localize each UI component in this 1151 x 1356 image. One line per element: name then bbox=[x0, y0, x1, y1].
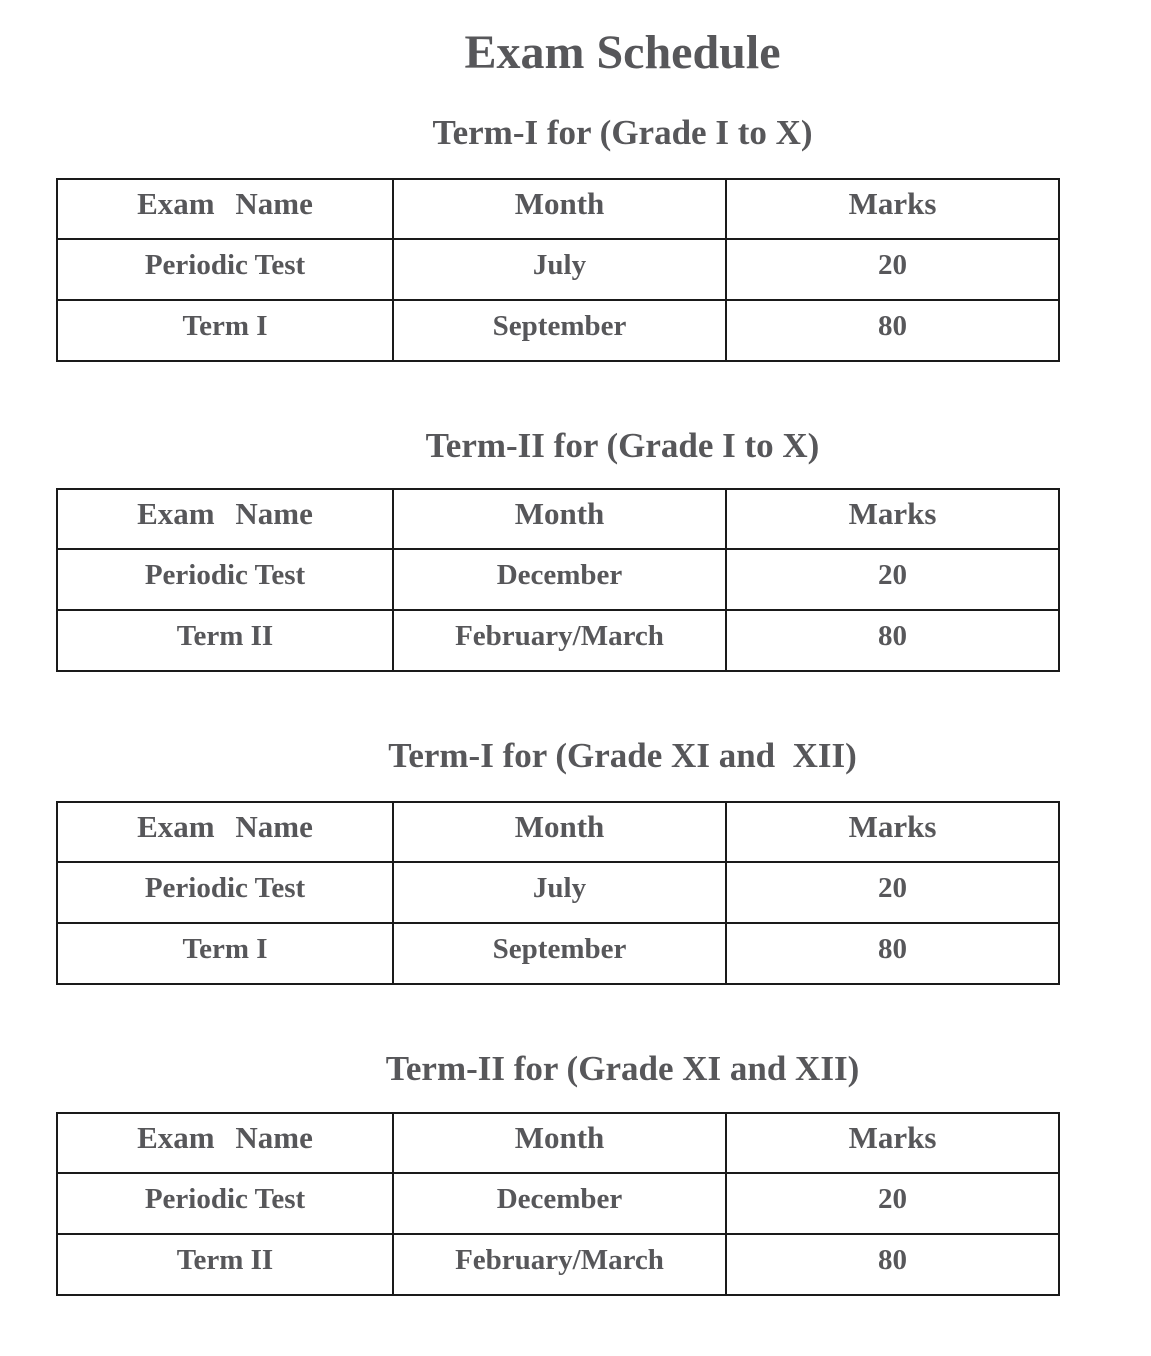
cell-exam-name: Term I bbox=[57, 923, 393, 984]
section-heading: Term-II for (Grade XI and XII) bbox=[385, 1048, 860, 1088]
cell-marks: 80 bbox=[726, 1234, 1059, 1295]
cell-month: September bbox=[393, 923, 726, 984]
table-row bbox=[57, 239, 1059, 300]
cell-month: July bbox=[393, 862, 726, 923]
column-header-exam-name: Exam Name bbox=[57, 1113, 393, 1173]
cell-exam-name: Term II bbox=[57, 610, 393, 671]
section-heading: Term-I for (Grade XI and XII) bbox=[388, 735, 857, 775]
section-term2-grade11-12 bbox=[0, 1048, 1151, 1296]
section-heading: Term-I for (Grade I to X) bbox=[432, 112, 813, 152]
exam-schedule-table bbox=[56, 178, 1060, 362]
cell-exam-name: Periodic Test bbox=[57, 549, 393, 610]
table-row bbox=[57, 610, 1059, 671]
column-header-exam-name: Exam Name bbox=[57, 802, 393, 862]
column-header-marks: Marks bbox=[726, 1113, 1059, 1173]
table-row bbox=[57, 862, 1059, 923]
cell-exam-name: Periodic Test bbox=[57, 239, 393, 300]
cell-month: September bbox=[393, 300, 726, 361]
exam-schedule-table bbox=[56, 1112, 1060, 1296]
cell-month: February/March bbox=[393, 1234, 726, 1295]
column-header-month: Month bbox=[393, 179, 726, 239]
column-header-marks: Marks bbox=[726, 179, 1059, 239]
header-row bbox=[57, 179, 1059, 239]
table-row bbox=[57, 923, 1059, 984]
cell-marks: 80 bbox=[726, 300, 1059, 361]
section-heading: Term-II for (Grade I to X) bbox=[425, 425, 820, 465]
cell-marks: 20 bbox=[726, 239, 1059, 300]
table-row bbox=[57, 300, 1059, 361]
table-row bbox=[57, 549, 1059, 610]
cell-month: December bbox=[393, 549, 726, 610]
cell-marks: 80 bbox=[726, 923, 1059, 984]
column-header-exam-name: Exam Name bbox=[57, 489, 393, 549]
column-header-month: Month bbox=[393, 489, 726, 549]
section-term1-grade1-10 bbox=[0, 112, 1151, 362]
page-title: Exam Schedule bbox=[464, 26, 781, 79]
cell-month: July bbox=[393, 239, 726, 300]
cell-exam-name: Term II bbox=[57, 1234, 393, 1295]
cell-marks: 20 bbox=[726, 549, 1059, 610]
cell-marks: 80 bbox=[726, 610, 1059, 671]
exam-schedule-table bbox=[56, 801, 1060, 985]
exam-schedule-table bbox=[56, 488, 1060, 672]
cell-exam-name: Term I bbox=[57, 300, 393, 361]
column-header-exam-name: Exam Name bbox=[57, 179, 393, 239]
column-header-month: Month bbox=[393, 802, 726, 862]
table-row bbox=[57, 1234, 1059, 1295]
cell-marks: 20 bbox=[726, 862, 1059, 923]
section-term1-grade11-12 bbox=[0, 735, 1151, 985]
column-header-marks: Marks bbox=[726, 489, 1059, 549]
cell-exam-name: Periodic Test bbox=[57, 1173, 393, 1234]
header-row bbox=[57, 1113, 1059, 1173]
cell-exam-name: Periodic Test bbox=[57, 862, 393, 923]
cell-marks: 20 bbox=[726, 1173, 1059, 1234]
cell-month: February/March bbox=[393, 610, 726, 671]
cell-month: December bbox=[393, 1173, 726, 1234]
header-row bbox=[57, 489, 1059, 549]
table-row bbox=[57, 1173, 1059, 1234]
section-term2-grade1-10 bbox=[0, 425, 1151, 672]
column-header-marks: Marks bbox=[726, 802, 1059, 862]
column-header-month: Month bbox=[393, 1113, 726, 1173]
header-row bbox=[57, 802, 1059, 862]
